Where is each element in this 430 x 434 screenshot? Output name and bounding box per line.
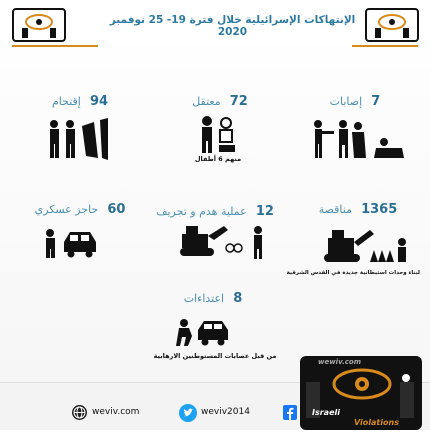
stat-detained	[180, 90, 260, 109]
website-link[interactable]: weviv.com	[92, 407, 140, 417]
stat-demolitions	[150, 200, 280, 219]
attacks-caption: من قبل عصابات المستوطنين الارهابية	[153, 352, 277, 360]
stat-number: 94	[89, 94, 109, 109]
demolition-icon	[178, 222, 268, 260]
stat-number: 72	[229, 94, 248, 109]
twitter-icon	[179, 404, 197, 422]
brand-line-2: Violations	[354, 418, 399, 427]
stat-label: إصابات	[329, 95, 363, 108]
facebook-icon	[283, 405, 297, 420]
bulldozer-construction-icon	[322, 228, 412, 264]
page-title: الإنتهاكات الإسرائيلية خلال فترة 19- 25 نوفمبر 2020	[109, 14, 356, 38]
stat-number: 1365	[361, 202, 398, 217]
stat-label: معتقل	[192, 95, 221, 108]
stat-number: 8	[233, 291, 243, 306]
twitter-handle[interactable]: weviv2014	[201, 407, 250, 417]
stat-label: إقتحام	[51, 95, 81, 108]
stat-tenders	[308, 198, 408, 217]
header-divider-left	[12, 45, 98, 47]
detainee-icon	[193, 114, 241, 154]
stat-number: 60	[107, 202, 126, 217]
stat-label: اعتداءات	[183, 292, 225, 305]
stat-label: حاجز عسكري	[34, 203, 99, 216]
detained-caption: منهم 6 أطفال	[194, 155, 242, 163]
watermark-text: wewiv.com	[318, 358, 361, 366]
settler-attack-icon	[174, 318, 230, 346]
stat-injuries	[310, 90, 400, 109]
stat-attacks	[168, 287, 258, 306]
brand-line-1: Israeli	[312, 408, 340, 417]
stat-label: مناقصة	[318, 203, 352, 216]
injuries-icon	[310, 118, 406, 162]
tenders-caption: لبناء وحدات استيطانية جديدة في القدس الشرقية	[286, 270, 420, 276]
stat-number: 12	[255, 204, 274, 219]
stat-label: عملية هدم و تجريف	[156, 205, 247, 218]
stat-number: 7	[371, 94, 381, 109]
logo-right	[365, 8, 419, 42]
stat-raids	[40, 90, 120, 109]
checkpoint-icon	[42, 228, 98, 258]
header-divider-right	[352, 45, 418, 47]
globe-icon	[72, 405, 87, 420]
raid-icon	[46, 118, 110, 160]
logo-left	[12, 8, 66, 42]
stat-checkpoints	[30, 198, 130, 217]
header	[0, 0, 430, 46]
